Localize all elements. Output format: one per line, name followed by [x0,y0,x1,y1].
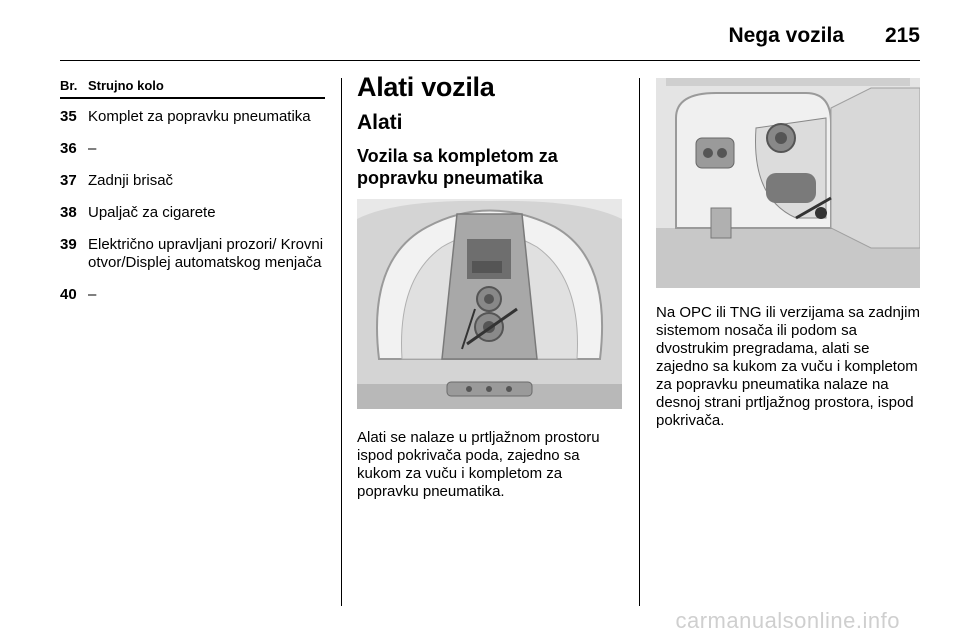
column-header-circuit: Strujno kolo [88,78,164,93]
fuse-table [60,78,325,304]
fuse-circuit: – [88,286,97,303]
subsection-heading: Alati [357,111,403,134]
fuse-number: 35 [60,108,77,125]
table-row [60,236,325,272]
table-header [60,78,325,99]
tools-section [357,72,625,501]
section-heading: Alati vozila [357,72,495,102]
fuse-number: 37 [60,172,77,189]
table-row [60,286,325,304]
table-row [60,172,325,190]
spare-wheel-well-illustration [357,199,622,409]
tools-section-alt [656,78,920,430]
fuse-circuit: Električno upravljani prozori/ Krovni otvor/Displej automatskog menjača [88,236,324,271]
fuse-circuit: Komplet za popravku pneumatika [88,108,311,125]
tools-location-paragraph: Alati se nalaze u prtljažnom prostoru ispod pokrivača poda, zajedno sa kukom za vuču i kompletom za popravku pneumatika. [357,429,600,500]
section-title: Nega vozila [728,24,844,47]
fuse-number: 39 [60,236,77,253]
column-header-number: Br. [60,78,78,93]
fuse-number: 38 [60,204,77,221]
fuse-circuit: Upaljač za cigarete [88,204,216,221]
subsubsection-heading: Vozila sa kompletom za popravku pneumatika [357,146,558,188]
watermark: carmanualsonline.info [675,608,900,633]
fuse-number: 40 [60,286,77,303]
tools-location-alt-paragraph: Na OPC ili TNG ili verzijama sa zadnjim sistemom nosača ili podom sa dvostrukim pregradama, alati se zajedno sa kukom za vuču i kompletom za popravku pneumatika nalaze na desnoj strani prtljažnog prostora, ispod pokrivača. [656,304,920,429]
page-header [60,10,920,61]
luggage-compartment-side-illustration [656,78,920,288]
table-row [60,108,325,126]
table-row [60,140,325,158]
column-divider [639,78,640,606]
fuse-circuit: – [88,140,97,157]
page-number: 215 [884,24,920,47]
column-divider [341,78,342,606]
fuse-circuit: Zadnji brisač [88,172,174,189]
table-row [60,204,325,222]
fuse-number: 36 [60,140,77,157]
